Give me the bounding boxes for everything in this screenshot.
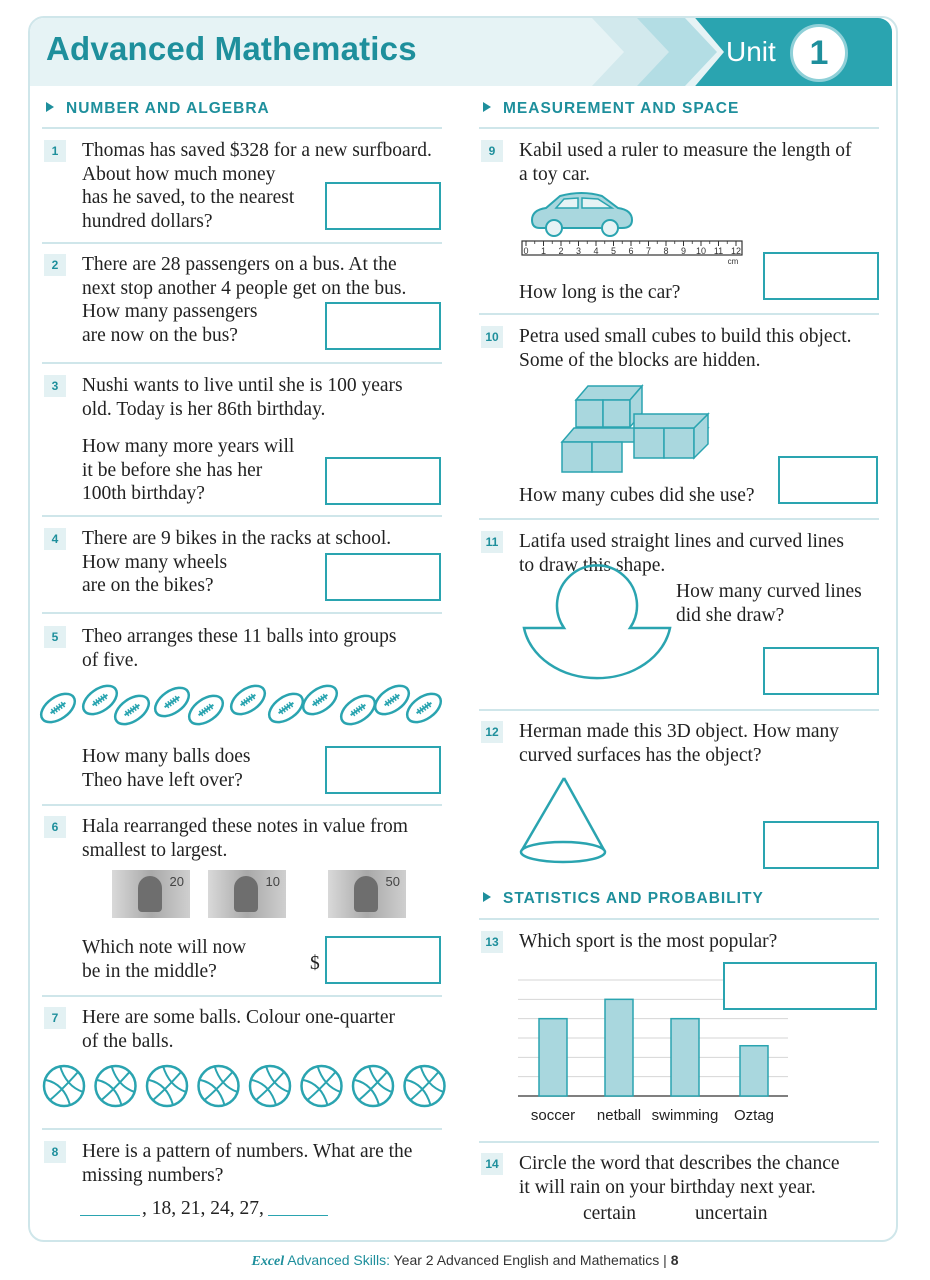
divider — [42, 127, 442, 129]
section-measurement-space — [483, 100, 739, 118]
answer-box-5[interactable] — [325, 746, 441, 794]
banknote-image: 50 — [328, 870, 406, 918]
divider — [479, 918, 879, 920]
cubes-object-image — [558, 382, 712, 474]
divider — [42, 804, 442, 806]
question-number: 8 — [44, 1141, 66, 1163]
ruler-image — [521, 240, 743, 266]
chart-tick-label: Oztag — [733, 1107, 775, 1124]
volleyball-icon[interactable] — [44, 1066, 84, 1106]
chart-tick-label: soccer — [530, 1107, 576, 1124]
question-5-text: Theo arranges these 11 balls into groups of five. — [82, 626, 397, 671]
question-number: 14 — [481, 1153, 503, 1175]
chart-tick-label: swimming — [651, 1107, 719, 1124]
footer-subtitle: Year 2 Advanced English and Mathematics — [393, 1252, 660, 1268]
volleyball-icon[interactable] — [147, 1066, 187, 1106]
ruler-tick-label: 4 — [593, 246, 599, 256]
answer-box-6[interactable] — [325, 936, 441, 984]
question-9-text: Kabil used a ruler to measure the length of a toy car. — [519, 140, 852, 185]
football-icon — [336, 690, 380, 730]
question-number: 13 — [481, 931, 503, 953]
ruler-tick-label: 3 — [575, 246, 582, 256]
ruler-tick-label: 1 — [540, 246, 547, 256]
blank-line[interactable] — [80, 1215, 140, 1216]
question-number: 11 — [481, 531, 503, 553]
question-6-ask: Which note will now be in the middle? — [82, 937, 247, 982]
volleyball-icon[interactable] — [353, 1066, 393, 1106]
answer-box-2[interactable] — [325, 302, 441, 350]
question-8-text: Here is a pattern of numbers. What are the missing numbers? — [82, 1141, 413, 1186]
volleyball-icon[interactable] — [199, 1066, 239, 1106]
question-number: 10 — [481, 326, 503, 348]
number-pattern: , 18, 21, 24, 27, — [142, 1198, 264, 1219]
footballs-illustration — [40, 680, 445, 732]
divider — [42, 362, 442, 364]
unit-label: Unit — [726, 36, 776, 67]
answer-box-4[interactable] — [325, 553, 441, 601]
option-uncertain[interactable]: uncertain — [695, 1203, 768, 1224]
ruler-tick-label: 12 — [730, 246, 742, 256]
football-icon — [226, 680, 270, 720]
ruler-tick-label: 10 — [695, 246, 707, 256]
question-number: 2 — [44, 254, 66, 276]
question-number: 5 — [44, 626, 66, 648]
chart-bar — [605, 999, 633, 1096]
chart-bar — [539, 1019, 567, 1096]
dollar-sign: $ — [310, 953, 320, 974]
divider — [479, 709, 879, 711]
question-number: 4 — [44, 528, 66, 550]
football-icon — [150, 682, 194, 722]
cone-image — [516, 774, 610, 866]
question-3-ask: How many more years will it be before she has her 100th birthday? — [82, 436, 295, 504]
ruler-tick-label: 0 — [523, 246, 529, 256]
divider — [479, 1141, 879, 1143]
question-13-text: Which sport is the most popular? — [519, 931, 778, 952]
question-number: 3 — [44, 375, 66, 397]
chart-tick-label: netball — [596, 1107, 642, 1124]
football-icon — [298, 680, 342, 720]
chart-bar — [671, 1019, 699, 1096]
footer-brand: Excel — [251, 1254, 285, 1269]
question-9-ask: How long is the car? — [519, 282, 681, 303]
ruler-tick-label: 11 — [713, 246, 724, 256]
curved-shape-image — [518, 588, 678, 692]
answer-box-13[interactable] — [723, 962, 877, 1010]
question-5-ask: How many balls does Theo have left over? — [82, 746, 251, 791]
divider — [479, 127, 879, 129]
question-2-text: There are 28 passengers on a bus. At the next stop another 4 people get on the bus. How many passengers are now on the bus? — [82, 254, 407, 346]
ruler-tick-label: 9 — [680, 246, 687, 256]
question-14-text: Circle the word that describes the chance it will rain on your birthday next year. — [519, 1153, 840, 1198]
answer-box-10[interactable] — [778, 456, 878, 504]
football-icon — [36, 688, 80, 728]
ruler-tick-label: 5 — [610, 246, 617, 256]
section-label: MEASUREMENT AND SPACE — [503, 100, 740, 117]
question-number: 1 — [44, 140, 66, 162]
footer-skills: Advanced Skills: — [287, 1252, 390, 1268]
question-4-text: There are 9 bikes in the racks at school. How many wheels are on the bikes? — [82, 528, 392, 596]
divider — [42, 995, 442, 997]
question-number: 7 — [44, 1007, 66, 1029]
football-icon — [184, 690, 228, 730]
question-11-text: Latifa used straight lines and curved lines to draw this shape. — [519, 531, 844, 576]
question-7-text: Here are some balls. Colour one-quarter of the balls. — [82, 1007, 395, 1052]
option-certain[interactable]: certain — [583, 1203, 637, 1224]
question-6-text: Hala rearranged these notes in value from smallest to largest. — [82, 816, 408, 861]
volleyball-icon[interactable] — [405, 1066, 445, 1106]
footer-separator: | — [663, 1252, 667, 1268]
section-number-algebra — [46, 100, 270, 118]
question-3-text: Nushi wants to live until she is 100 years old. Today is her 86th birthday. — [82, 375, 403, 420]
divider — [42, 242, 442, 244]
divider — [479, 518, 879, 520]
ruler-unit-label: cm — [727, 257, 739, 266]
divider — [42, 612, 442, 614]
football-icon — [264, 688, 308, 728]
volleyballs-illustration — [40, 1064, 450, 1110]
volleyball-icon[interactable] — [96, 1066, 136, 1106]
triangle-icon — [483, 102, 491, 112]
answer-box-1[interactable] — [325, 182, 441, 230]
question-number: 12 — [481, 721, 503, 743]
answer-box-12[interactable] — [763, 821, 879, 869]
banknote-image: 10 — [208, 870, 286, 918]
question-number: 9 — [481, 140, 503, 162]
ruler-tick-label: 8 — [663, 246, 669, 256]
triangle-icon — [46, 102, 54, 112]
section-label: STATISTICS AND PROBABILITY — [503, 890, 764, 907]
divider — [42, 515, 442, 517]
divider — [479, 313, 879, 315]
question-1-text: Thomas has saved $328 for a new surfboard. About how much money has he saved, to the nearest hundred dollars? — [82, 140, 432, 232]
question-number: 6 — [44, 816, 66, 838]
volleyball-icon[interactable] — [302, 1066, 342, 1106]
chart-bar — [740, 1046, 768, 1096]
unit-number: 1 — [790, 24, 848, 82]
section-label: NUMBER AND ALGEBRA — [66, 100, 270, 117]
section-statistics-probability — [483, 890, 764, 908]
toy-car-image — [526, 190, 636, 240]
ruler-tick-label: 7 — [645, 246, 652, 256]
answer-box-9[interactable] — [763, 252, 879, 300]
page-title: Advanced Mathematics — [46, 30, 417, 67]
ruler-tick-label: 6 — [628, 246, 634, 256]
ruler-tick-label: 2 — [558, 246, 564, 256]
footer — [0, 1252, 930, 1270]
answer-box-11[interactable] — [763, 647, 879, 695]
divider — [42, 1128, 442, 1130]
blank-line[interactable] — [268, 1215, 328, 1216]
question-10-text: Petra used small cubes to build this object. Some of the blocks are hidden. — [519, 326, 852, 371]
banknote-image: 20 — [112, 870, 190, 918]
volleyball-icon[interactable] — [250, 1066, 290, 1106]
question-11-ask: How many curved lines did she draw? — [676, 581, 862, 626]
question-10-ask: How many cubes did she use? — [519, 485, 755, 506]
triangle-icon — [483, 892, 491, 902]
page-number: 8 — [670, 1252, 679, 1268]
question-12-text: Herman made this 3D object. How many curved surfaces has the object? — [519, 721, 840, 766]
answer-box-3[interactable] — [325, 457, 441, 505]
